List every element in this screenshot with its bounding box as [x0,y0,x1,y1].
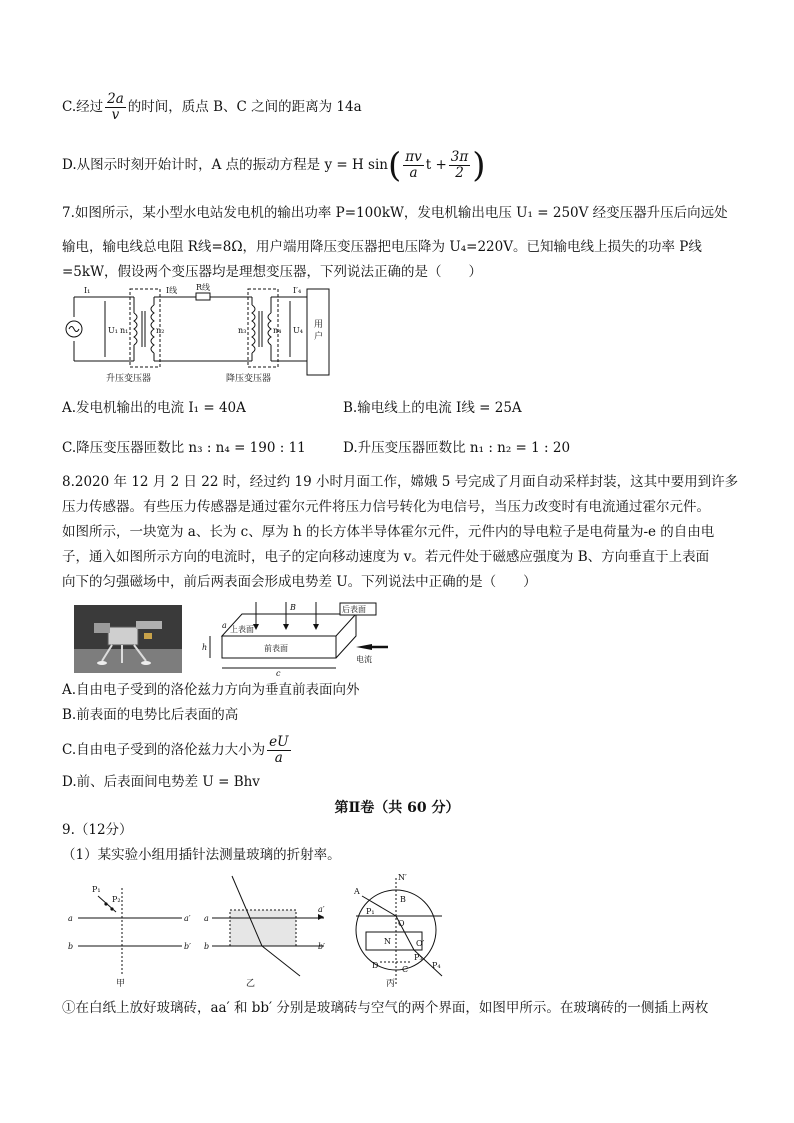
q9-fig-yi-b: b [204,942,210,951]
q7-fig-n3: n₃ [238,326,247,335]
q8-option-c-fraction: $\frac{eU}{a}$ [269,734,289,766]
q7-option-d: D.升压变压器匝数比 n₁ : n₂ = 1 : 20 [343,440,571,456]
q6-option-c [62,92,362,123]
q6-option-d-prefix: D.从图示时刻开始计时，A 点的振动方程是 y = H sin [62,157,388,173]
q8-hall-element-figure [196,598,396,680]
q7-fig-n2: n₂ [156,326,165,335]
q7-fig-rline: R线 [196,283,211,292]
q8-stem-line-1: 8.2020 年 12 月 2 日 22 时，经过约 19 小时月面工作，嫦娥 5 号完成了月面自动采样封装，这其中要用到许多 [62,474,739,490]
q9-fig-d: D [372,961,379,970]
q7-option-a: A.发电机输出的电流 I₁ = 40A [62,400,246,416]
q9-fig-label-jia: 甲 [116,979,126,989]
q9-fig-o-prime: O′ [416,939,425,948]
q9-fig-yi-a: a [204,914,209,923]
q6-option-c-suffix: 的时间，质点 B、C 之间的距离为 14a [127,99,362,115]
q8-stem-line-5: 向下的匀强磁场中，前后两表面会形成电势差 U。下列说法中正确的是（ ） [62,574,537,590]
q9-fig-p4: P₄ [432,961,441,970]
q9-fig-o: O [398,919,405,928]
q9-fig-bing-a: A [354,887,360,896]
q8-stem-line-2: 压力传感器。有些压力传感器是通过霍尔元件将压力信号转化为电信号，当压力改变时有电流通过霍尔元件。 [62,499,710,515]
q7-stem-line-3: =5kW，假设两个变压器均是理想变压器，下列说法正确的是（ ） [62,264,482,280]
q8-lunar-lander-photo [74,605,182,673]
q7-fig-u4: U₄ [293,326,303,335]
q8-fig-front-surface: 前表面 [264,644,288,653]
q7-fig-i1: I₁ [84,286,91,295]
q8-option-a: A.自由电子受到的洛伦兹力方向为垂直前表面向外 [62,682,360,698]
q9-refraction-figures [62,868,452,990]
q6-option-d-mid: t + [425,157,447,173]
q8-fig-b: B [290,603,296,612]
q8-option-d: D.前、后表面间电势差 U = Bhv [62,774,260,790]
q9-fig-n-prime: N′ [398,873,407,882]
q7-fig-u1: U₁ [108,326,118,335]
q9-fig-yi-b-prime: b′ [318,942,325,951]
q7-stem-line-1: 7.如图所示，某小型水电站发电机的输出功率 P=100kW，发电机输出电压 U₁ = 250V 经变压器升压后向远处 [62,205,728,221]
q9-fig-c: C [402,965,409,974]
q8-fig-current: 电流 [356,655,372,664]
q9-fig-a: a [68,914,73,923]
q9-fig-bing-b: B [400,895,406,904]
q6-option-d: D.从图示时刻开始计时，A 点的振动方程是 y = H sin( $\frac{\pi v}{a}$ t + $\frac{3\pi}{2}$ ) [62,145,486,186]
q7-option-c: C.降压变压器匝数比 n₃ : n₄ = 190 : 11 [62,440,306,456]
q9-heading: 9.（12分） [62,822,133,838]
q8-option-b: B.前表面的电势比后表面的高 [62,707,239,723]
q9-fig-p1-bing: P₁ [366,907,375,916]
q9-step-1: ①在白纸上放好玻璃砖，aa′ 和 bb′ 分别是玻璃砖与空气的两个界面，如图甲所示。在玻璃砖的一侧插上两枚 [62,1000,709,1016]
q6-option-d-fraction-2: $\frac{3\pi}{2}$ [450,149,469,181]
q7-fig-user-1: 用 [314,320,324,330]
q8-stem-line-4: 子，通入如图所示方向的电流时，电子的定向移动速度为 v。若元件处于磁感应强度为 B、方向垂直于上表面 [62,549,710,565]
q8-fig-h: h [202,643,208,652]
q9-fig-label-bing: 丙 [386,979,396,989]
q9-fig-b-prime: b′ [184,942,191,951]
q9-fig-p2: P₂ [112,895,121,904]
q9-fig-yi-a-prime: a′ [318,905,325,914]
q7-fig-iline: I线 [166,286,178,295]
q8-fig-a: a [222,621,227,630]
q8-option-c-prefix: C.自由电子受到的洛伦兹力大小为 [62,742,266,758]
q7-fig-n4: n₄ [273,326,282,335]
q7-fig-step-up-label: 升压变压器 [106,374,152,384]
q9-fig-a-prime: a′ [184,914,191,923]
q7-transformer-circuit-figure [62,283,342,387]
q9-fig-p3: P₃ [414,953,423,962]
q8-stem-line-3: 如图所示，一块宽为 a、长为 c、厚为 h 的长方体半导体霍尔元件，元件内的导电粒子是电荷量为-e 的自由电 [62,524,715,540]
q7-stem-line-2: 输电，输电线总电阻 R线=8Ω，用户端用降压变压器把电压降为 U₄=220V。已知输电线上损失的功率 P线 [62,239,702,255]
q7-fig-step-down-label: 降压变压器 [226,374,272,384]
q9-fig-label-yi: 乙 [246,979,256,989]
q6-option-c-prefix: C.经过 [62,99,104,115]
q9-fig-n: N [384,937,391,946]
q7-option-b: B.输电线上的电流 I线 = 25A [343,400,522,416]
section-heading: 第Ⅱ卷（共 60 分） [334,800,460,816]
q8-fig-top-surface: 上表面 [230,625,254,634]
q6-option-d-fraction-1: $\frac{\pi v}{a}$ [405,149,422,181]
q8-fig-back-surface: 后表面 [342,605,366,614]
q9-fig-p1: P₁ [92,885,101,894]
q9-fig-b: b [68,942,74,951]
q6-option-c-fraction: $\frac{2a}{v}$ [107,91,124,123]
q8-option-c [62,735,293,766]
q8-fig-c: c [276,669,281,678]
q7-fig-n1: n₁ [120,326,129,335]
q7-fig-user-2: 户 [314,332,324,342]
q7-fig-i4: I′₄ [293,286,302,295]
q9-subquestion-1: （1）某实验小组用插针法测量玻璃的折射率。 [62,847,341,863]
